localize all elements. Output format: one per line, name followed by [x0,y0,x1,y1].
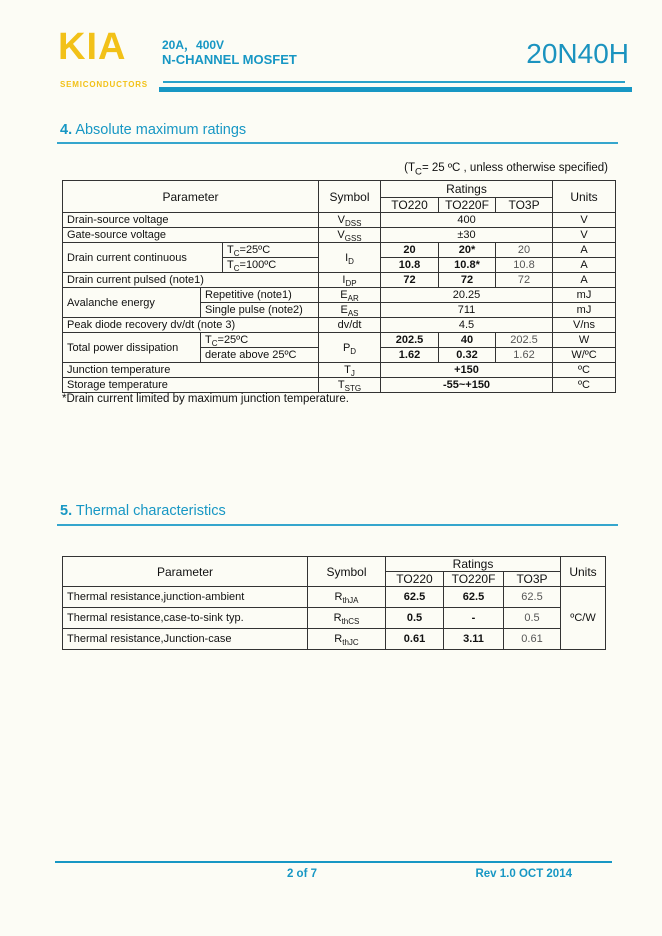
table-cell: ºC/W [561,587,606,650]
table-row [63,288,616,303]
table-cell: 72 [496,273,553,288]
header-cell: TO220 [381,198,439,213]
table-cell: $R_{thCS}$ [308,608,386,629]
table-cell: 10.8 [381,258,439,273]
table-cell: $T_C=100ºC$ [223,258,319,273]
table-cell: Single pulse (note2) [201,303,319,318]
header-cell: Symbol [308,557,386,587]
table-cell: 62.5 [444,587,504,608]
table-cell: Thermal resistance,Junction-case [63,629,308,650]
table-cell: 20.25 [381,288,553,303]
table-cell: 0.61 [386,629,444,650]
table-cell: 62.5 [504,587,561,608]
table-row [63,608,606,629]
table-cell: 0.5 [504,608,561,629]
table-cell: W/ºC [553,348,616,363]
table-cell: 0.32 [439,348,496,363]
header-cell: TO3P [504,572,561,587]
table-cell: $R_{thJC}$ [308,629,386,650]
section-label: Thermal characteristics [72,503,226,519]
table-row [63,228,616,243]
table-cell: V/ns [553,318,616,333]
table-cell: 1.62 [381,348,439,363]
table-cell: mJ [553,288,616,303]
table-cell: - [444,608,504,629]
table-cell: ±30 [381,228,553,243]
table-cell: 72 [439,273,496,288]
table-cell: Drain current continuous [63,243,223,273]
part-number: 20N40H [526,38,629,69]
header-cell: Parameter [63,557,308,587]
table-cell: 62.5 [386,587,444,608]
section-number: 5. [60,503,73,519]
header-cell: Units [561,557,606,587]
section-rule [57,142,618,144]
table-cell: A [553,243,616,258]
table-cell: 20 [381,243,439,258]
table-cell: 0.61 [504,629,561,650]
kia-logo: KIA [58,26,127,68]
table-cell: $E_{AR}$ [319,288,381,303]
table-row [63,378,616,393]
header-cell: TO220F [444,572,504,587]
table-cell: $T_{STG}$ [319,378,381,393]
table-cell: Gate-source voltage [63,228,319,243]
table-cell: 3.11 [444,629,504,650]
section-label: Absolute maximum ratings [72,122,247,138]
table-cell: 202.5 [381,333,439,348]
header-cell: Symbol [319,181,381,213]
table-cell: Peak diode recovery dv/dt (note 3) [63,318,319,333]
table-row [63,273,616,288]
table-cell: $I_{DP}$ [319,273,381,288]
table-cell: $V_{DSS}$ [319,213,381,228]
table-cell: -55~+150 [381,378,553,393]
table-cell: Storage temperature [63,378,319,393]
table-cell: 10.8* [439,258,496,273]
header-cell: Ratings [381,181,553,198]
table-cell: $T_C=25ºC$ [223,243,319,258]
table-row [63,243,616,258]
header-cell: Units [553,181,616,213]
table-cell: $E_{AS}$ [319,303,381,318]
table-cell: Thermal resistance,case-to-sink typ. [63,608,308,629]
table-cell: Drain-source voltage [63,213,319,228]
table-cell: A [553,273,616,288]
table-cell: Drain current pulsed (note1) [63,273,319,288]
header-rule-thick [159,87,632,92]
table-cell: Thermal resistance,junction-ambient [63,587,308,608]
table-cell: derate above 25ºC [201,348,319,363]
table-cell: +150 [381,363,553,378]
table-cell: A [553,258,616,273]
table-cell: 10.8 [496,258,553,273]
table-row [63,213,616,228]
table-row [63,181,616,198]
table-cell: $R_{thJA}$ [308,587,386,608]
table-cell: 4.5 [381,318,553,333]
table-cell: $T_J$ [319,363,381,378]
logo-tagline: SEMICONDUCTORS [60,80,148,89]
revision-label: Rev 1.0 OCT 2014 [475,868,572,880]
abs-max-ratings-table [62,180,616,393]
table-cell: Total power dissipation [63,333,201,363]
table-cell: $I_D$ [319,243,381,273]
header-cell: Parameter [63,181,319,213]
section-title-abs-max [60,122,246,138]
section-rule [57,524,618,526]
header-rule-thin [163,81,625,83]
table-cell: $P_D$ [319,333,381,363]
condition-note: ($T_C= 25$ ºC , unless otherwise specified) [404,162,608,178]
table-cell: dv/dt [319,318,381,333]
table-cell: V [553,213,616,228]
table-row [63,333,616,348]
section-title-thermal [60,503,226,519]
table-cell: 1.62 [496,348,553,363]
table-row [63,629,606,650]
thermal-characteristics-table [62,556,606,650]
table-cell: Repetitive (note1) [201,288,319,303]
table-cell: 202.5 [496,333,553,348]
device-type: N-CHANNEL MOSFET [162,52,297,67]
table-cell: ºC [553,378,616,393]
header-cell: Ratings [386,557,561,572]
page-indicator: 2 of 7 [286,868,318,880]
table-footnote: *Drain current limited by maximum junction temperature. [62,393,349,405]
table-cell: 400 [381,213,553,228]
header-cell: TO220 [386,572,444,587]
table-cell: 40 [439,333,496,348]
header-cell: TO220F [439,198,496,213]
table-cell: V [553,228,616,243]
section-number: 4. [60,122,73,138]
table-cell: Junction temperature [63,363,319,378]
device-rating: 20A，400V [162,38,225,52]
table-cell: 711 [381,303,553,318]
table-cell: 20 [496,243,553,258]
header-cell: TO3P [496,198,553,213]
table-row [63,318,616,333]
table-cell: 72 [381,273,439,288]
table-row [63,363,616,378]
table-cell: Avalanche energy [63,288,201,318]
footer-rule [55,861,612,863]
table-row [63,587,606,608]
table-cell: $T_C=25ºC$ [201,333,319,348]
table-cell: 0.5 [386,608,444,629]
table-cell: $V_{GSS}$ [319,228,381,243]
table-cell: mJ [553,303,616,318]
table-cell: W [553,333,616,348]
table-cell: ºC [553,363,616,378]
table-row [63,557,606,572]
table-cell: 20* [439,243,496,258]
